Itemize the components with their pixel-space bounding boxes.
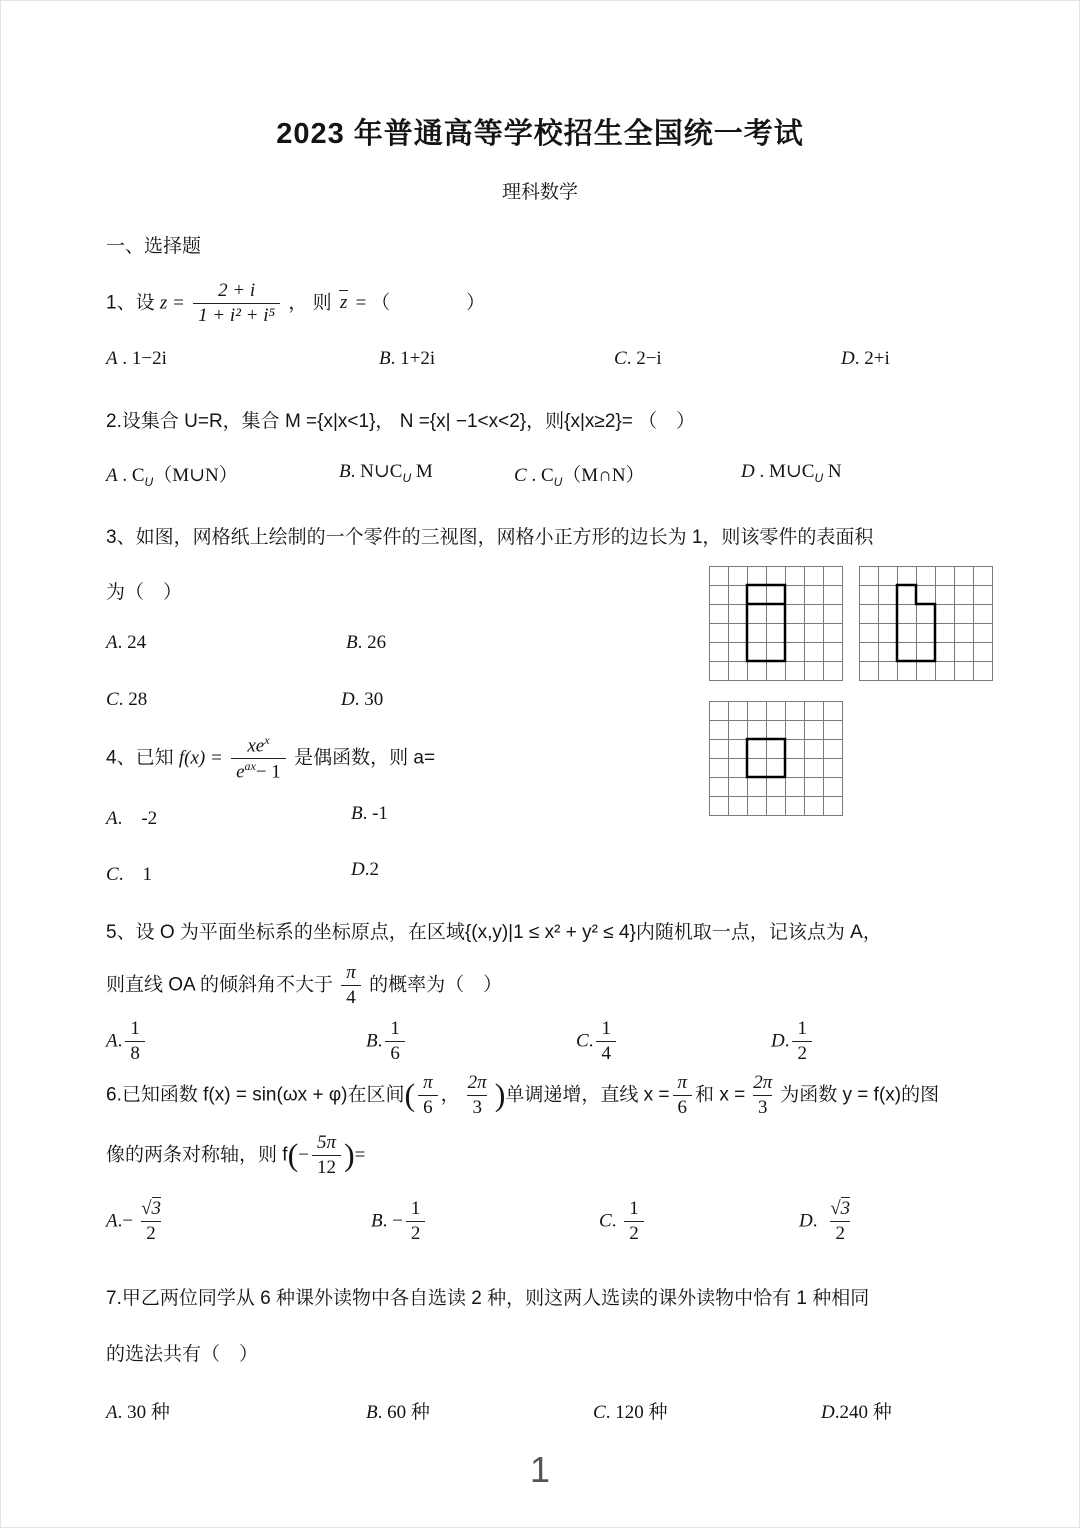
question-3-line-2: 为（ ） <box>106 582 183 603</box>
question-5-line-1: 5、设 O 为平面坐标系的坐标原点，在区域{(x,y)|1 ≤ x² + y² ≤ 4}内随机取一点，记该点为 A， <box>106 922 882 943</box>
q4-option-b <box>351 803 388 825</box>
q3-option-d-label: D <box>341 689 355 710</box>
q1-z-conjugate: z <box>337 292 350 313</box>
q7-option-d <box>821 1397 892 1424</box>
q4-den-base: e <box>236 761 245 783</box>
q2-option-a-sub: U <box>144 474 154 489</box>
q2-option-a-pre: . C <box>117 465 145 486</box>
q5-option-c-label: C <box>576 1030 589 1052</box>
q6-option-c-frac <box>624 1197 644 1246</box>
question-1-stem <box>106 279 485 328</box>
q1-option-c-label: C <box>614 348 627 369</box>
q4-option-a-label: A <box>106 808 118 829</box>
q1-option-a-label: A <box>106 348 118 369</box>
q1-option-b-label: B <box>379 348 391 369</box>
q2-option-d-post: N <box>823 461 842 482</box>
q2-option-b-pre: . N∪C <box>350 461 403 482</box>
q6-option-a-frac <box>136 1197 166 1246</box>
question-4-stem <box>106 733 435 784</box>
q5-option-b <box>366 1017 408 1066</box>
q1-text-2: ， 则 <box>288 292 332 314</box>
q6-option-a-label: A <box>106 1210 118 1232</box>
q6-frac-2 <box>463 1071 492 1120</box>
question-5-line-2 <box>106 961 502 1010</box>
q4-fraction <box>231 733 286 784</box>
q5-option-b-num: 1 <box>390 1018 400 1039</box>
top-view-grid <box>709 701 843 816</box>
q6-option-c-label: C <box>599 1210 612 1232</box>
q6-minus: − <box>298 1144 309 1166</box>
q7-option-a <box>106 1397 170 1424</box>
q6-option-c-pre: . <box>611 1210 622 1232</box>
radical-icon: √ <box>830 1198 841 1219</box>
section-header: 一、选择题 <box>106 236 202 257</box>
q7-option-a-label: A <box>106 1402 118 1423</box>
q5-option-d-label: D <box>771 1030 785 1052</box>
q5-frac-num: π <box>346 962 356 983</box>
exam-subtitle: 理科数学 <box>501 182 578 203</box>
q1-option-b <box>379 348 435 370</box>
q6-option-d-num <box>825 1197 855 1221</box>
q5-option-c-num: 1 <box>601 1018 611 1039</box>
q1-option-a <box>106 348 167 370</box>
q2-option-d-pre: . M∪C <box>754 461 815 482</box>
question-6-line-2 <box>106 1131 365 1180</box>
q3-option-d <box>341 689 383 711</box>
q6-option-b <box>371 1197 428 1246</box>
q6-rparen-icon: ) <box>494 1076 506 1113</box>
q5-option-a-dot: . <box>117 1030 123 1052</box>
q6-option-b-num: 1 <box>410 1198 421 1219</box>
q4-text-2: 是偶函数，则 a= <box>294 747 436 769</box>
q6-option-d-frac <box>825 1197 855 1246</box>
q5-option-b-label: B <box>366 1030 378 1052</box>
q5-option-a-frac <box>125 1017 145 1066</box>
q2-option-b <box>339 460 433 485</box>
q6-text-3: 和 x = <box>695 1084 746 1106</box>
q5-option-d-frac <box>792 1017 812 1066</box>
q6-text-5: 像的两条对称轴，则 f <box>106 1144 288 1166</box>
q5-option-a-num: 1 <box>130 1018 140 1039</box>
q6-option-c-den: 2 <box>624 1221 644 1246</box>
q5-option-d-dot: . <box>784 1030 790 1052</box>
q4-frac-num <box>242 733 274 758</box>
q2-option-b-post: M <box>411 461 433 482</box>
q5-option-d-den: 2 <box>792 1041 812 1066</box>
q6-option-a-pre: .− <box>117 1210 134 1232</box>
q6-option-c <box>599 1197 647 1246</box>
q2-option-c-label: C <box>514 465 527 486</box>
q6-frac2-num: 2π <box>467 1072 487 1093</box>
q4-option-b-text: . -1 <box>362 803 388 824</box>
q7-option-b-label: B <box>366 1402 378 1423</box>
q2-option-c-post: （M∩N） <box>562 465 645 486</box>
q4-option-d-label: D <box>351 859 365 880</box>
q3-option-b <box>346 632 386 654</box>
q4-option-b-label: B <box>351 803 363 824</box>
q2-option-c-sub: U <box>553 474 563 489</box>
q6-option-a-radicand: 3 <box>151 1198 162 1219</box>
q1-fraction <box>193 279 280 328</box>
q4-option-a-text: . -2 <box>117 808 158 829</box>
top-view-shape <box>709 701 843 816</box>
q4-frac-den <box>231 758 286 784</box>
q6-lparen2-icon: ( <box>287 1136 299 1173</box>
q3-option-a-text: . 24 <box>117 632 147 653</box>
q6-frac1-den: 6 <box>418 1095 438 1120</box>
q6-frac-3 <box>673 1071 693 1120</box>
q4-option-a <box>106 803 157 830</box>
q4-option-d-text: .2 <box>364 859 379 880</box>
radical-icon: √ <box>141 1198 152 1219</box>
side-view-grid <box>859 566 993 681</box>
q2-option-a-post: （M∪N） <box>153 465 238 486</box>
q6-frac3-den: 6 <box>673 1095 693 1120</box>
q2-option-d-label: D <box>741 461 755 482</box>
side-view-shape <box>859 566 993 681</box>
q6-option-d <box>799 1197 858 1246</box>
q5-option-b-frac <box>385 1017 405 1066</box>
q4-den-sup: ax <box>244 759 256 774</box>
q6-text-2: 单调递增，直线 x = <box>505 1084 670 1106</box>
q6-option-d-label: D <box>799 1210 813 1232</box>
q7-option-c <box>593 1397 667 1424</box>
question-2-stem: 2.设集合 U=R，集合 M ={x|x<1}， N ={x| −1<x<2}，则{x|x≥2}= （ ） <box>106 411 696 432</box>
q5-option-a-den: 8 <box>125 1041 145 1066</box>
q6-text-4: 为函数 y = f(x)的图 <box>780 1084 940 1106</box>
q1-option-d-text: . 2+i <box>854 348 890 369</box>
q6-text-1: 6.已知函数 f(x) = sin(ωx + φ)在区间 <box>106 1084 405 1106</box>
q4-option-c-label: C <box>106 864 119 885</box>
q3-option-b-text: . 26 <box>357 632 387 653</box>
q5-option-d-num: 1 <box>797 1018 807 1039</box>
q6-option-d-radicand: 3 <box>840 1198 851 1219</box>
q4-option-d <box>351 859 379 881</box>
q2-option-a <box>106 460 238 489</box>
q6-frac5-den: 12 <box>312 1155 341 1180</box>
q3-option-c <box>106 689 147 711</box>
q7-option-a-text: . 30 种 <box>117 1402 170 1423</box>
q4-den-rest: − 1 <box>255 761 281 783</box>
q6-comma: ， <box>440 1084 460 1106</box>
q6-option-b-frac <box>406 1197 426 1246</box>
q1-option-c <box>614 348 662 370</box>
q3-option-a-label: A <box>106 632 118 653</box>
q7-option-d-text: .240 种 <box>834 1402 892 1423</box>
q5-text-2: 的概率为（ ） <box>369 974 503 996</box>
q6-option-d-den: 2 <box>830 1221 850 1246</box>
q3-option-b-label: B <box>346 632 358 653</box>
q1-frac-num: 2 + i <box>218 280 256 301</box>
q3-option-d-text: . 30 <box>354 689 384 710</box>
q6-frac-4 <box>748 1071 777 1120</box>
q7-option-c-label: C <box>593 1402 606 1423</box>
q1-option-d-label: D <box>841 348 855 369</box>
exam-title: 2023 年普通高等学校招生全国统一考试 <box>276 118 804 150</box>
q4-num-sup: x <box>264 733 270 747</box>
q6-option-a-num <box>136 1197 166 1221</box>
question-3-line-1: 3、如图，网格纸上绘制的一个零件的三视图，网格小正方形的边长为 1，则该零件的表面积 <box>106 527 874 548</box>
q6-option-d-pre: . <box>812 1210 823 1232</box>
q1-text-1: 1、设 <box>106 292 155 314</box>
q5-option-c <box>576 1017 619 1066</box>
q1-option-b-text: . 1+2i <box>390 348 436 369</box>
question-7-line-1: 7.甲乙两位同学从 6 种课外读物中各自选读 2 种，则这两人选读的课外读物中恰有 1 种相同 <box>106 1288 870 1309</box>
q5-option-a-label: A <box>106 1030 118 1052</box>
q2-option-d-sub: U <box>814 470 824 485</box>
question-6-line-1 <box>106 1071 939 1120</box>
q6-option-c-num: 1 <box>629 1198 639 1219</box>
q2-option-a-label: A <box>106 465 118 486</box>
page-number: 1 <box>529 1449 551 1490</box>
q6-option-b-den: 2 <box>406 1221 426 1246</box>
q4-option-c <box>106 859 152 886</box>
q6-option-b-label: B <box>371 1210 383 1232</box>
q7-option-d-label: D <box>821 1402 835 1423</box>
q3-option-c-label: C <box>106 689 119 710</box>
q1-frac-den: 1 + i² + i⁵ <box>193 303 280 328</box>
q7-option-b-text: . 60 种 <box>377 1402 430 1423</box>
q2-option-d <box>741 460 842 485</box>
q5-pi-fraction <box>341 961 361 1010</box>
q2-option-b-label: B <box>339 461 351 482</box>
q5-option-d <box>771 1017 815 1066</box>
q6-frac2-den: 3 <box>467 1095 487 1120</box>
q4-num-base: xe <box>247 735 265 757</box>
q3-option-c-text: . 28 <box>118 689 148 710</box>
q6-lparen-icon: ( <box>404 1076 416 1113</box>
q5-option-b-dot: . <box>377 1030 383 1052</box>
q6-option-a-den: 2 <box>141 1221 161 1246</box>
q7-option-b <box>366 1397 430 1424</box>
q6-option-b-pre: . − <box>382 1210 403 1232</box>
q7-option-c-text: . 120 种 <box>605 1402 668 1423</box>
q6-frac5-num: 5π <box>316 1132 336 1153</box>
q6-frac4-num: 2π <box>753 1072 773 1093</box>
q1-option-c-text: . 2−i <box>626 348 662 369</box>
q6-option-a <box>106 1197 169 1246</box>
q6-frac4-den: 3 <box>753 1095 773 1120</box>
q1-option-a-text: . 1−2i <box>117 348 167 369</box>
q6-equals: = <box>354 1144 366 1166</box>
q4-fx: f(x) = <box>178 747 223 769</box>
q6-rparen2-icon: ) <box>343 1136 355 1173</box>
q3-option-a <box>106 632 146 654</box>
q6-frac1-num: π <box>423 1072 433 1093</box>
q5-option-a <box>106 1017 148 1066</box>
q5-option-b-den: 6 <box>385 1041 405 1066</box>
q1-option-d <box>841 348 890 370</box>
q1-text-3: = （ ） <box>355 292 486 314</box>
front-view-shape <box>709 566 843 681</box>
q6-frac-1 <box>418 1071 438 1120</box>
q4-option-c-text: . 1 <box>118 864 152 885</box>
q5-frac-den: 4 <box>341 985 361 1010</box>
q2-option-b-sub: U <box>402 470 412 485</box>
front-view-grid <box>709 566 843 681</box>
q6-frac3-num: π <box>677 1072 688 1093</box>
q5-option-c-frac <box>596 1017 616 1066</box>
q5-text-1: 则直线 OA 的倾斜角不大于 <box>106 974 333 996</box>
q6-frac-5 <box>312 1131 341 1180</box>
q5-option-c-den: 4 <box>596 1041 616 1066</box>
q2-option-c <box>514 460 645 489</box>
q1-lhs: z = <box>159 292 185 314</box>
q5-option-c-dot: . <box>588 1030 594 1052</box>
q4-text-1: 4、已知 <box>106 747 174 769</box>
question-7-line-2: 的选法共有（ ） <box>106 1344 259 1365</box>
q2-option-c-pre: . C <box>526 465 554 486</box>
